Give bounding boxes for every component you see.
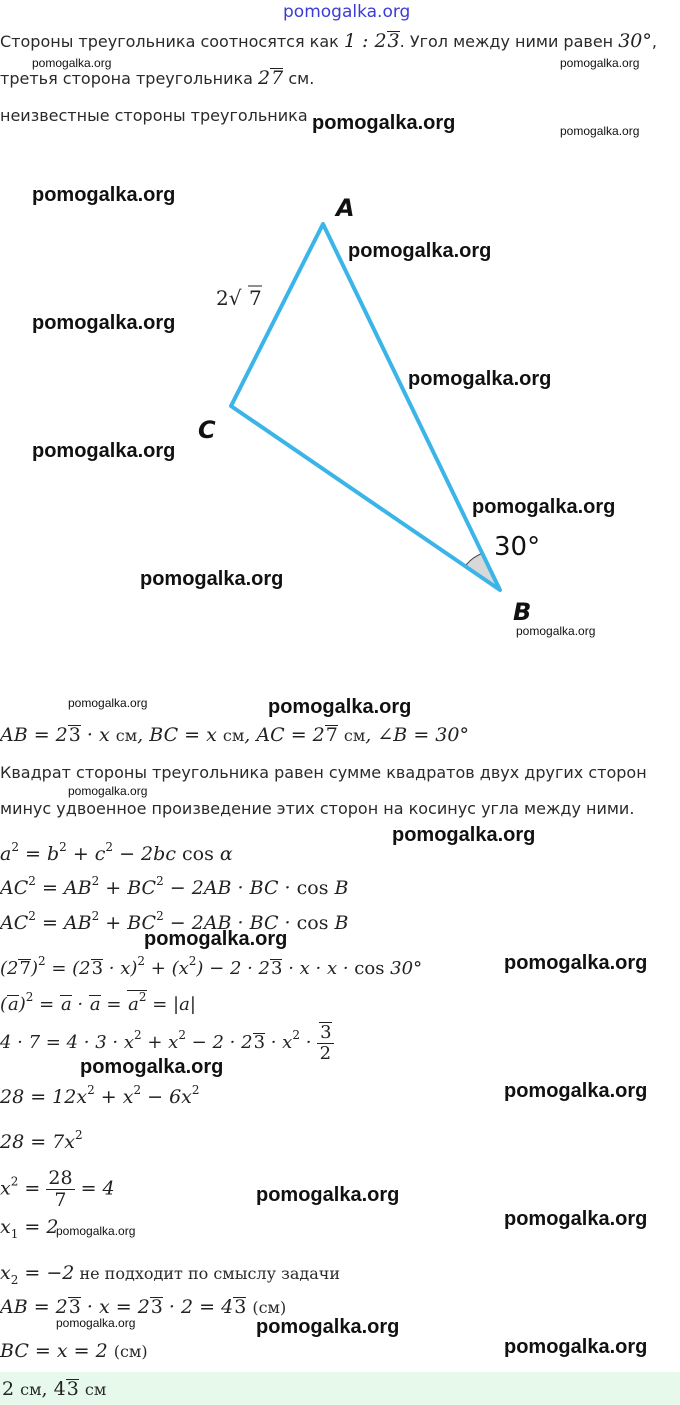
answer-text — [2, 1378, 106, 1400]
cosine-formula: $a^2 = b^2 + c^2 - 2bc$ cos α — [0, 840, 233, 865]
watermark: pomogalka.org — [560, 124, 640, 138]
side-math: 27 — [258, 67, 284, 89]
answer-value-2: 43 — [53, 1378, 79, 1400]
watermark: pomogalka.org — [504, 952, 648, 974]
root-x2: $x_2 = -2$ не подходит по смыслу задачи — [0, 1262, 340, 1287]
watermark: pomogalka.org — [32, 184, 176, 206]
watermark: pomogalka.org — [268, 696, 412, 718]
watermark: pomogalka.org — [80, 1056, 224, 1078]
bc-result: BC = x = 2 (см) — [0, 1340, 148, 1362]
problem-line-3: неизвестные стороны треугольника — [0, 106, 308, 125]
triangle-figure — [0, 150, 680, 670]
watermark: pomogalka.org — [312, 112, 456, 134]
angle-b-label: 30° — [494, 532, 541, 562]
watermark: pomogalka.org — [472, 496, 616, 518]
vertex-b-label: B — [513, 598, 532, 626]
watermark: pomogalka.org — [32, 56, 112, 70]
given-angle: ∠B = 30° — [377, 724, 469, 746]
problem-line-1 — [0, 30, 657, 52]
problem-text: . Угол между ними равен — [399, 32, 619, 51]
svg-text:2√: 2√ — [216, 286, 242, 310]
watermark: pomogalka.org — [56, 1316, 136, 1330]
root-x2-note: не подходит по смыслу задачи — [74, 1264, 340, 1283]
ratio-math: 1 : 23 — [343, 30, 400, 52]
answer-separator: , — [41, 1378, 54, 1400]
watermark: pomogalka.org — [256, 1184, 400, 1206]
header-site-link[interactable]: pomogalka.org — [283, 2, 411, 22]
watermark: pomogalka.org — [140, 568, 284, 590]
equation-8: $x^2$ = $\frac{28}{7}$ = 4 — [0, 1167, 115, 1211]
watermark: pomogalka.org — [144, 928, 288, 950]
answer-box — [0, 1372, 680, 1405]
watermark: pomogalka.org — [68, 696, 148, 710]
problem-line-2 — [0, 67, 314, 89]
angle-math: 30° — [618, 30, 652, 52]
problem-text: третья сторона треугольника — [0, 69, 259, 88]
ab-result: AB = 23 · x = 23 · 2 = 43 (см) — [0, 1296, 287, 1318]
triangle-abc — [231, 224, 500, 590]
given-bc: BC = x — [149, 724, 217, 746]
vertex-c-label: C — [198, 416, 216, 444]
unit-paren: (см) — [113, 1342, 148, 1361]
root-x1: $x_1 = 2$ — [0, 1216, 59, 1241]
answer-unit: см — [84, 1380, 107, 1399]
answer-unit: см — [20, 1380, 42, 1399]
watermark: pomogalka.org — [408, 368, 552, 390]
watermark: pomogalka.org — [504, 1208, 648, 1230]
side-ac-label — [216, 286, 262, 310]
watermark: pomogalka.org — [348, 240, 492, 262]
watermark: pomogalka.org — [516, 624, 596, 638]
equation-2: $AC^2 = AB^2 + BC^2 - 2AB$ · BC · cos B — [0, 909, 349, 934]
problem-text: Стороны треугольника соотносятся как — [0, 32, 344, 51]
equation-6: $28 = 12x^2 + x^2 - 6x^2$ — [0, 1083, 200, 1108]
unit-cm: см — [222, 726, 245, 745]
problem-text: , — [651, 32, 657, 51]
watermark: pomogalka.org — [560, 56, 640, 70]
watermark: pomogalka.org — [56, 1224, 136, 1238]
equation-3: $(27)^2 = (23 \cdot x)^2 + (x^2) - 2 \cdot 23 \cdot x \cdot x \cdot \cos 30^\circ$ — [0, 954, 423, 979]
answer-value-1: 2 — [2, 1378, 15, 1400]
theorem-line-2: минус удвоенное произведение этих сторон на косинус угла между ними. — [0, 799, 635, 818]
problem-text: см. — [283, 69, 315, 88]
given-ac: AC = 27 — [256, 724, 338, 746]
svg-text:7: 7 — [249, 286, 262, 310]
unit-paren: (см) — [252, 1298, 287, 1317]
watermark: pomogalka.org — [32, 312, 176, 334]
equation-7: $28 = 7x^2$ — [0, 1128, 83, 1153]
vertex-a-label: A — [336, 194, 355, 222]
watermark: pomogalka.org — [256, 1316, 400, 1338]
given-line: AB = 23 · x см, BC = x см, AC = 27 см, ∠B = 30° — [0, 724, 469, 746]
watermark: pomogalka.org — [504, 1080, 648, 1102]
equation-5: $4 \cdot 7 = 4 \cdot 3 \cdot x^2 + x^2 - 2 \cdot 23 \cdot x^2$ · $\frac{3}{2}$ — [0, 1022, 332, 1064]
unit-cm: см — [343, 726, 366, 745]
watermark: pomogalka.org — [68, 784, 148, 798]
watermark: pomogalka.org — [32, 440, 176, 462]
watermark: pomogalka.org — [504, 1336, 648, 1358]
equation-1: $AC^2 = AB^2 + BC^2 - 2AB$ · BC · cos B — [0, 874, 349, 899]
given-ab: AB = 23 · x — [0, 724, 110, 746]
theorem-line-1: Квадрат стороны треугольника равен сумме квадратов двух других сторон — [0, 763, 647, 782]
watermark: pomogalka.org — [392, 824, 536, 846]
unit-cm: см — [115, 726, 138, 745]
equation-4: $(a)^2 = a \cdot a = a^2 = |a|$ — [0, 990, 196, 1015]
